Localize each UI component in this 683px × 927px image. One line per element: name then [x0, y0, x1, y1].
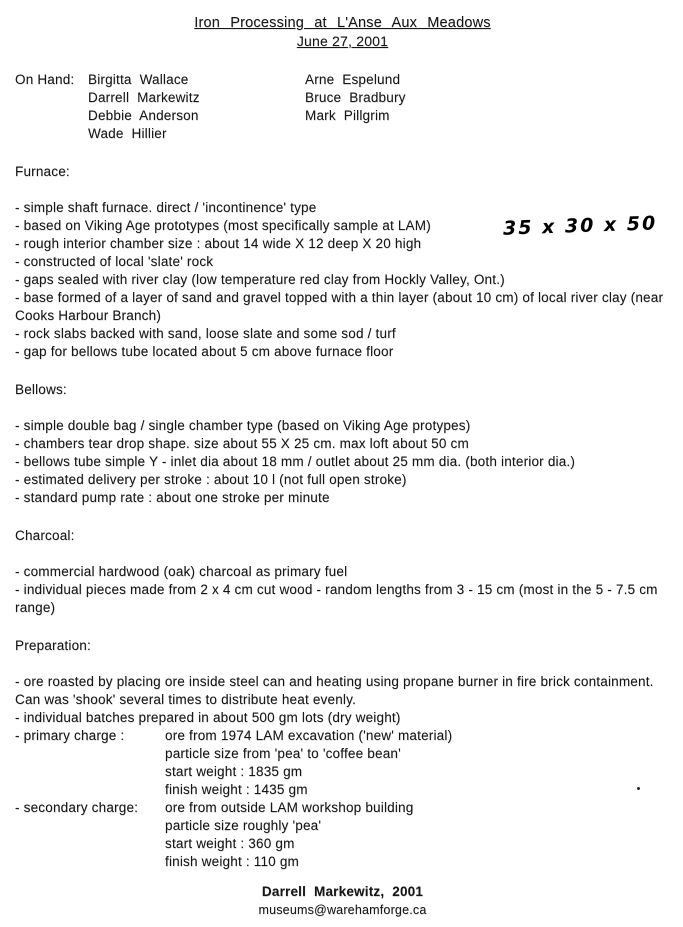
- attendee-name: Birgitta Wallace: [88, 72, 189, 87]
- charge-detail-line: ore from outside LAM workshop building: [165, 800, 414, 815]
- primary-charge-block: [15, 727, 670, 799]
- section-heading-furnace: Furnace:: [15, 164, 70, 179]
- bullet-line: - individual pieces made from 2 x 4 cm cut wood - random lengths from 3 - 15 cm (most in the 5 - 7.5 cm range): [15, 582, 658, 615]
- document-date: June 27, 2001: [296, 33, 389, 49]
- attendee-name: Bruce Bradbury: [305, 90, 406, 105]
- on-hand-label: On Hand:: [15, 72, 75, 87]
- bullet-line: - simple double bag / single chamber type (based on Viking Age protypes): [15, 418, 471, 433]
- bullet-line: - gap for bellows tube located about 5 cm above furnace floor: [15, 344, 394, 359]
- charge-detail-line: particle size roughly 'pea': [165, 818, 322, 833]
- bullet-line: - estimated delivery per stroke : about 10 l (not full open stroke): [15, 472, 407, 487]
- attendee-name: Arne Espelund: [305, 72, 401, 87]
- section-heading-bellows: Bellows:: [15, 382, 67, 397]
- charge-detail-line: particle size from 'pea' to 'coffee bean': [165, 746, 401, 761]
- footer-author: Darrell Markewitz, 2001: [261, 884, 424, 899]
- section-charcoal: [15, 563, 670, 617]
- attendee-name: Darrell Markewitz: [88, 90, 200, 105]
- bullet-line: - standard pump rate : about one stroke per minute: [15, 490, 330, 505]
- attendee-name: Wade Hillier: [88, 126, 167, 141]
- charge-detail-line: ore from 1974 LAM excavation ('new' material): [165, 728, 453, 743]
- section-bellows: [15, 417, 670, 507]
- bullet-line: - chambers tear drop shape. size about 55 X 25 cm. max loft about 50 cm: [15, 436, 469, 451]
- charge-detail-line: start weight : 1835 gm: [165, 764, 303, 779]
- charge-detail-line: start weight : 360 gm: [165, 836, 295, 851]
- attendee-name: Mark Pillgrim: [305, 108, 390, 123]
- primary-charge-details: [165, 727, 670, 799]
- bullet-line: - constructed of local 'slate' rock: [15, 254, 214, 269]
- charge-detail-line: finish weight : 1435 gm: [165, 782, 308, 797]
- footer-email: museums@warehamforge.ca: [258, 903, 427, 917]
- scan-artifact-dot: [637, 787, 640, 790]
- document-header: [15, 14, 670, 51]
- document-title: Iron Processing at L'Anse Aux Meadows: [194, 15, 491, 31]
- bullet-line: - based on Viking Age prototypes (most specifically sample at LAM): [15, 218, 431, 233]
- primary-charge-label: - primary charge :: [15, 728, 125, 743]
- secondary-charge-block: [15, 799, 670, 871]
- bullet-line: - ore roasted by placing ore inside steel can and heating using propane burner in fire brick containment. Can was 'shook' several times to distribute heat evenly.: [15, 674, 654, 707]
- secondary-charge-label: - secondary charge:: [15, 800, 139, 815]
- bullet-line: - bellows tube simple Y - inlet dia about 18 mm / outlet about 25 mm dia. (both interior dia.): [15, 454, 576, 469]
- attendee-name: Debbie Anderson: [88, 108, 199, 123]
- section-preparation: [15, 673, 670, 871]
- bullet-line: - base formed of a layer of sand and gravel topped with a thin layer (about 10 cm) of local river clay (near Cooks Harbour Branch): [15, 290, 664, 323]
- bullet-line: - simple shaft furnace. direct / 'incontinence' type: [15, 200, 317, 215]
- bullet-line: - commercial hardwood (oak) charcoal as primary fuel: [15, 564, 348, 579]
- bullet-line: - rough interior chamber size : about 14 wide X 12 deep X 20 high: [15, 236, 422, 251]
- on-hand-block: [15, 71, 670, 143]
- section-heading-preparation: Preparation:: [15, 638, 91, 653]
- secondary-charge-details: [165, 799, 670, 871]
- handwritten-annotation: 35 x 30 x 50: [502, 212, 658, 240]
- section-heading-charcoal: Charcoal:: [15, 528, 75, 543]
- on-hand-names-right: [305, 71, 670, 143]
- charge-detail-line: finish weight : 110 gm: [165, 854, 299, 869]
- document-footer: [15, 883, 670, 919]
- on-hand-names-left: [88, 71, 305, 143]
- bullet-line: - gaps sealed with river clay (low temperature red clay from Hockly Valley, Ont.): [15, 272, 505, 287]
- bullet-line: - individual batches prepared in about 500 gm lots (dry weight): [15, 710, 401, 725]
- bullet-line: - rock slabs backed with sand, loose slate and some sod / turf: [15, 326, 396, 341]
